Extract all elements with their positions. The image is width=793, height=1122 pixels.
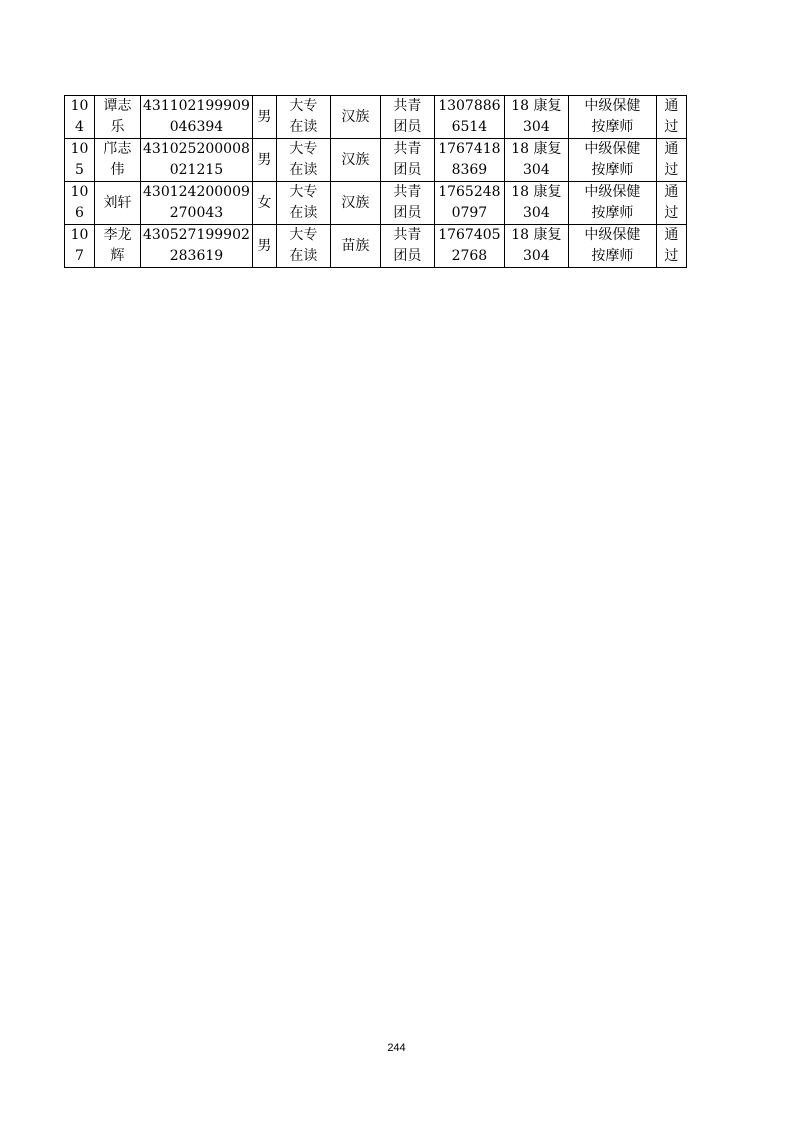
id-number-cell-line: 283619 bbox=[169, 248, 224, 264]
class-cell bbox=[504, 96, 568, 139]
political-status-cell bbox=[380, 225, 434, 268]
political-status-cell-line: 团员 bbox=[393, 205, 422, 221]
education-cell bbox=[276, 139, 330, 182]
ethnicity-cell-text: 汉族 bbox=[341, 108, 370, 125]
serial-number-cell bbox=[65, 225, 95, 268]
class-cell-line: 304 bbox=[523, 248, 550, 264]
education-cell-line: 大专 bbox=[289, 98, 318, 114]
class-cell-line: 18 康复 bbox=[511, 184, 562, 200]
id-number-cell-line: 431025200008 bbox=[143, 141, 250, 157]
result-cell-line: 过 bbox=[664, 162, 679, 178]
phone-cell bbox=[434, 182, 504, 225]
id-number-cell bbox=[141, 139, 253, 182]
phone-cell bbox=[434, 96, 504, 139]
gender-cell-text: 男 bbox=[257, 151, 272, 168]
phone-cell bbox=[434, 225, 504, 268]
class-cell-line: 304 bbox=[523, 205, 550, 221]
exam-type-cell-line: 按摩师 bbox=[591, 119, 634, 135]
serial-number-cell-line: 10 bbox=[70, 184, 89, 200]
exam-type-cell-line: 中级保健 bbox=[584, 141, 641, 157]
education-cell bbox=[276, 96, 330, 139]
class-cell-line: 18 康复 bbox=[511, 98, 562, 114]
result-cell-line: 过 bbox=[664, 119, 679, 135]
political-status-cell bbox=[380, 96, 434, 139]
education-cell-line: 在读 bbox=[289, 248, 318, 264]
page-number: 244 bbox=[387, 1042, 406, 1054]
id-number-cell-line: 430124200009 bbox=[143, 184, 250, 200]
education-cell-line: 在读 bbox=[289, 205, 318, 221]
education-cell-line: 在读 bbox=[289, 162, 318, 178]
serial-number-cell-line: 10 bbox=[70, 227, 89, 243]
gender-cell bbox=[252, 225, 276, 268]
class-cell-line: 304 bbox=[523, 119, 550, 135]
table-row bbox=[65, 182, 687, 225]
exam-type-cell bbox=[568, 139, 656, 182]
table-row bbox=[65, 139, 687, 182]
id-number-cell-line: 021215 bbox=[169, 162, 224, 178]
exam-type-cell-line: 中级保健 bbox=[584, 98, 641, 114]
result-cell-line: 通 bbox=[664, 141, 679, 157]
class-cell-line: 304 bbox=[523, 162, 550, 178]
phone-cell-line: 2768 bbox=[451, 248, 488, 264]
gender-cell bbox=[252, 96, 276, 139]
gender-cell-text: 女 bbox=[257, 194, 272, 211]
id-number-cell-line: 046394 bbox=[169, 119, 224, 135]
id-number-cell bbox=[141, 96, 253, 139]
serial-number-cell-line: 10 bbox=[70, 141, 89, 157]
serial-number-cell-line: 4 bbox=[75, 119, 84, 135]
phone-cell-line: 6514 bbox=[451, 119, 488, 135]
phone-cell bbox=[434, 139, 504, 182]
exam-type-cell-line: 中级保健 bbox=[584, 227, 641, 243]
class-cell bbox=[504, 139, 568, 182]
gender-cell-text: 男 bbox=[257, 237, 272, 254]
political-status-cell-line: 团员 bbox=[393, 119, 422, 135]
exam-type-cell-line: 按摩师 bbox=[591, 205, 634, 221]
serial-number-cell bbox=[65, 182, 95, 225]
political-status-cell-line: 共青 bbox=[393, 184, 422, 200]
ethnicity-cell bbox=[330, 96, 380, 139]
class-cell-line: 18 康复 bbox=[511, 227, 562, 243]
ethnicity-cell bbox=[330, 182, 380, 225]
education-cell-line: 大专 bbox=[289, 227, 318, 243]
class-cell-line: 18 康复 bbox=[511, 141, 562, 157]
id-number-cell bbox=[141, 225, 253, 268]
serial-number-cell-line: 7 bbox=[75, 248, 84, 264]
political-status-cell-line: 共青 bbox=[393, 98, 422, 114]
result-cell-line: 通 bbox=[664, 98, 679, 114]
exam-type-cell-line: 按摩师 bbox=[591, 248, 634, 264]
education-cell-line: 在读 bbox=[289, 119, 318, 135]
name-cell-line: 乐 bbox=[110, 119, 125, 135]
phone-cell-line: 1307886 bbox=[438, 98, 501, 114]
ethnicity-cell bbox=[330, 225, 380, 268]
table-row bbox=[65, 225, 687, 268]
result-cell-line: 过 bbox=[664, 248, 679, 264]
gender-cell-text: 男 bbox=[257, 108, 272, 125]
class-cell bbox=[504, 182, 568, 225]
political-status-cell-line: 团员 bbox=[393, 162, 422, 178]
political-status-cell bbox=[380, 182, 434, 225]
political-status-cell-line: 共青 bbox=[393, 227, 422, 243]
result-cell bbox=[656, 96, 686, 139]
political-status-cell-line: 团员 bbox=[393, 248, 422, 264]
student-record-table bbox=[64, 95, 687, 268]
table-row bbox=[65, 96, 687, 139]
phone-cell-line: 1765248 bbox=[438, 184, 501, 200]
ethnicity-cell bbox=[330, 139, 380, 182]
name-cell-line: 邝志 bbox=[103, 141, 132, 157]
phone-cell-line: 1767418 bbox=[438, 141, 501, 157]
serial-number-cell-line: 10 bbox=[70, 98, 89, 114]
exam-type-cell bbox=[568, 225, 656, 268]
name-cell bbox=[95, 139, 141, 182]
name-cell-line: 刘轩 bbox=[103, 194, 132, 211]
ethnicity-cell-text: 汉族 bbox=[341, 194, 370, 211]
exam-type-cell bbox=[568, 182, 656, 225]
exam-type-cell-line: 按摩师 bbox=[591, 162, 634, 178]
result-cell bbox=[656, 139, 686, 182]
gender-cell bbox=[252, 139, 276, 182]
result-cell bbox=[656, 182, 686, 225]
education-cell-line: 大专 bbox=[289, 184, 318, 200]
name-cell bbox=[95, 96, 141, 139]
id-number-cell-line: 431102199909 bbox=[143, 98, 250, 114]
result-cell-line: 过 bbox=[664, 205, 679, 221]
id-number-cell bbox=[141, 182, 253, 225]
education-cell-line: 大专 bbox=[289, 141, 318, 157]
serial-number-cell bbox=[65, 139, 95, 182]
result-cell-line: 通 bbox=[664, 184, 679, 200]
id-number-cell-line: 430527199902 bbox=[143, 227, 250, 243]
class-cell bbox=[504, 225, 568, 268]
name-cell-line: 伟 bbox=[110, 162, 125, 178]
exam-type-cell-line: 中级保健 bbox=[584, 184, 641, 200]
phone-cell-line: 1767405 bbox=[438, 227, 501, 243]
gender-cell bbox=[252, 182, 276, 225]
serial-number-cell bbox=[65, 96, 95, 139]
name-cell bbox=[95, 182, 141, 225]
education-cell bbox=[276, 225, 330, 268]
serial-number-cell-line: 6 bbox=[75, 205, 84, 221]
table-body bbox=[65, 96, 687, 268]
id-number-cell-line: 270043 bbox=[169, 205, 224, 221]
ethnicity-cell-text: 汉族 bbox=[341, 151, 370, 168]
name-cell bbox=[95, 225, 141, 268]
political-status-cell bbox=[380, 139, 434, 182]
education-cell bbox=[276, 182, 330, 225]
ethnicity-cell-text: 苗族 bbox=[341, 237, 370, 254]
serial-number-cell-line: 5 bbox=[75, 162, 84, 178]
result-cell-line: 通 bbox=[664, 227, 679, 243]
political-status-cell-line: 共青 bbox=[393, 141, 422, 157]
name-cell-line: 辉 bbox=[110, 248, 125, 264]
name-cell-line: 谭志 bbox=[103, 98, 132, 114]
name-cell-line: 李龙 bbox=[103, 227, 132, 243]
result-cell bbox=[656, 225, 686, 268]
phone-cell-line: 8369 bbox=[451, 162, 488, 178]
phone-cell-line: 0797 bbox=[451, 205, 488, 221]
exam-type-cell bbox=[568, 96, 656, 139]
